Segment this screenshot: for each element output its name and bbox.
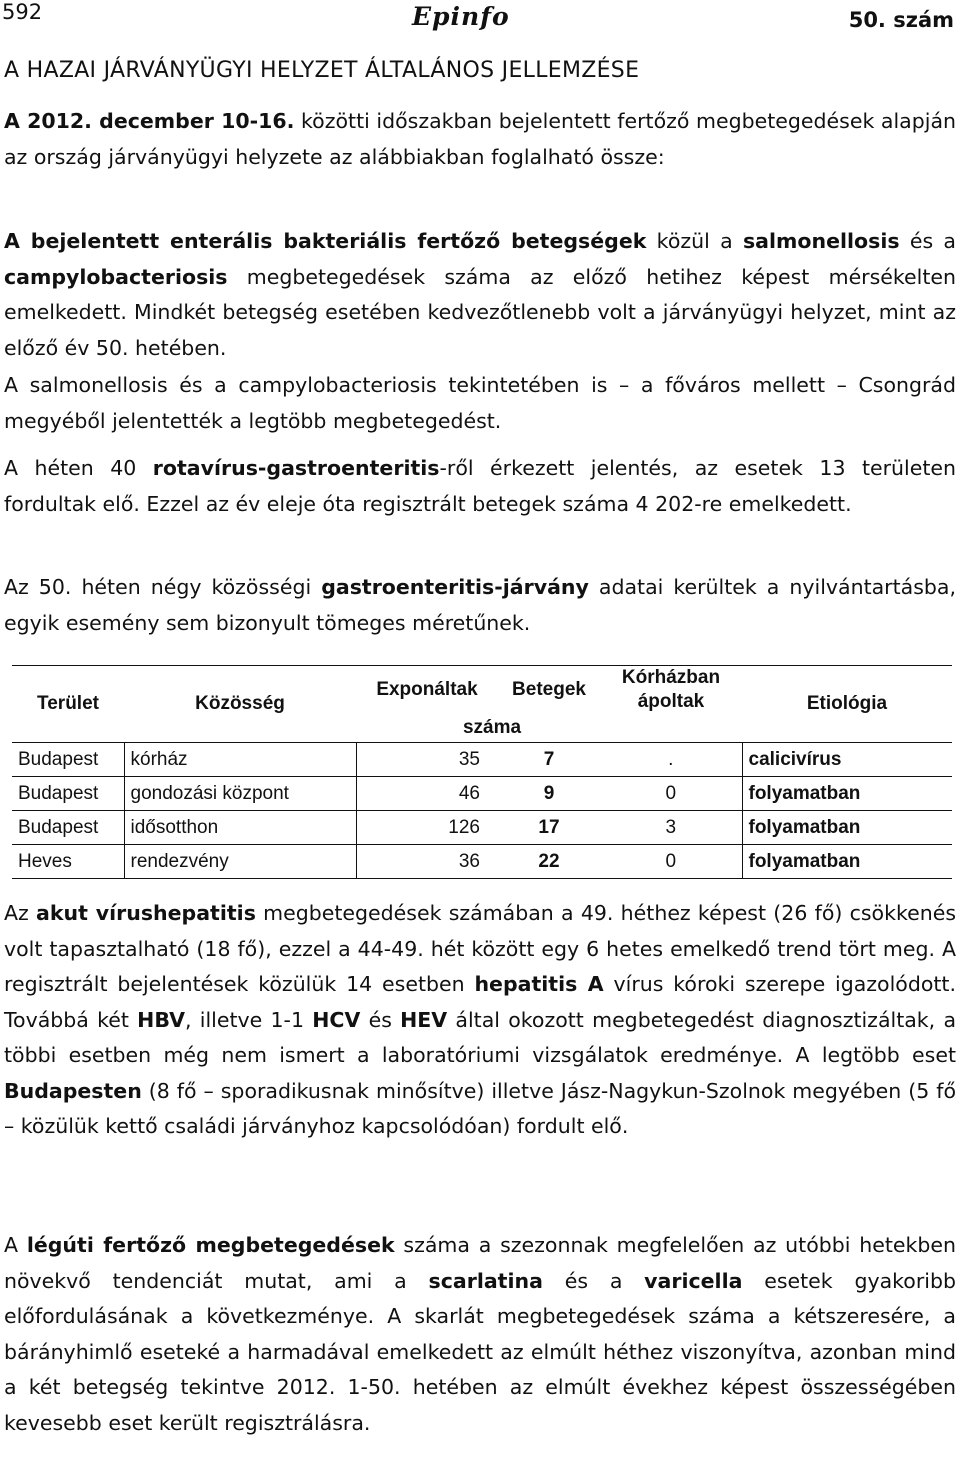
text: Az 50. héten négy közösségi [4, 575, 322, 599]
cell-terulet: Budapest [12, 777, 124, 811]
table-row [12, 777, 952, 811]
cell-betegek: 22 [498, 845, 600, 879]
table-row [12, 845, 952, 879]
cell-betegek: 9 [498, 777, 600, 811]
hepatitis-a-term: hepatitis A [474, 972, 604, 996]
cell-etiologia: folyamatban [742, 777, 952, 811]
cell-etiologia: calicivírus [742, 743, 952, 777]
text: vírus kóroki szerepe igazolódott. Továbbá két [4, 972, 956, 1032]
hev-term: HEV [400, 1007, 448, 1032]
cell-kozosseg: gondozási központ [124, 777, 356, 811]
cell-kozosseg: kórház [124, 743, 356, 777]
issue-number: 50. szám [848, 8, 954, 32]
hepatitis-paragraph [4, 896, 956, 1145]
table-header-row [12, 666, 952, 715]
budapest-term: Budapesten [4, 1078, 142, 1103]
cell-exponaltak: 35 [356, 743, 498, 777]
epinfo-logo: Epinfo [412, 2, 510, 31]
cell-etiologia: folyamatban [742, 811, 952, 845]
intro-date: A 2012. december 10-16. [4, 109, 295, 133]
outbreak-table [12, 665, 952, 879]
section-title: A HAZAI JÁRVÁNYÜGYI HELYZET ÁLTALÁNOS JELLEMZÉSE [4, 58, 640, 83]
cell-korhazban: 3 [600, 811, 742, 845]
header-betegek: Betegek [498, 666, 600, 715]
text: megbetegedések számában a 49. héthez képest (26 fő) csökkenés volt tapasztalható (18 fő), ezzel a 44-49. hét között egy 6 hetes emelkedő trend tört meg. A regisztrált bejelentések közülük 14 esetben [4, 901, 957, 996]
header-szama: száma [462, 717, 522, 738]
respiratory-term: légúti fertőző megbetegedések [26, 1233, 395, 1257]
text: és [360, 1007, 401, 1032]
intro-paragraph [4, 104, 956, 175]
text: száma a szezonnak megfelelően az utóbbi hetekben növekvő tendenciát mutat, ami a [4, 1233, 956, 1293]
enteric-heading: A bejelentett enterális bakteriális fertőző betegségek [4, 229, 647, 253]
intro-text: közötti időszakban bejelentett fertőző megbetegedések alapján az ország járványügyi helyzete az alábbiakban foglalható össze: [4, 109, 957, 169]
cell-etiologia: folyamatban [742, 845, 952, 879]
header-exponaltak: Exponáltak [356, 666, 498, 715]
text: Az [4, 901, 37, 925]
cell-betegek: 7 [498, 743, 600, 777]
cell-korhazban: 0 [600, 777, 742, 811]
gastroenteritis-term: gastroenteritis-járvány [321, 575, 589, 599]
outbreak-table-wrap [12, 665, 954, 879]
header-etiologia: Etiológia [742, 666, 952, 743]
text: , illetve 1-1 [185, 1007, 313, 1032]
cell-terulet: Budapest [12, 811, 124, 845]
outbreak-paragraph [4, 570, 956, 641]
campylobacteriosis-term: campylobacteriosis [4, 264, 228, 289]
hepatitis-term: akut vírushepatitis [36, 901, 256, 925]
text: A [4, 1233, 27, 1257]
text: esetek gyakoribb előfordulásának a következménye. A skarlát megbetegedések száma a kétszeresére, a bárányhimlő eseteké a harmadával emelkedett az elmúlt héthez viszonyítva, azonban mind a két betegség tekintve 2012. 1-50. hetében az elmúlt évekhez képest összességében kevesebb eset került regisztrálásra. [4, 1268, 957, 1435]
hbv-term: HBV [137, 1007, 185, 1032]
page-header [0, 0, 960, 40]
region-paragraph: A salmonellosis és a campylobacteriosis tekintetében is – a főváros mellett – Csongrád megyéből jelentették a legtöbb megbetegedést. [4, 373, 956, 433]
text: és a [899, 229, 956, 253]
text: megbetegedések száma az előző hetihez képest mérsékelten emelkedett. Mindkét betegség esetében kedvezőtlenebb volt a járványügyi helyzet, mint az előző év 50. hetében. [4, 264, 956, 360]
text: (8 fő – sporadikusnak minősítve) illetve Jász-Nagykun-Szolnok megyében (5 fő – közülük kettő családi járványhoz kapcsolódóan) fordult elő. [4, 1078, 956, 1138]
header-terulet: Terület [12, 666, 124, 743]
varicella-term: varicella [644, 1268, 743, 1293]
text: adatai kerültek a nyilvántartásba, egyik esemény sem bizonyult tömeges méretűnek. [4, 575, 956, 635]
salmonellosis-term: salmonellosis [742, 229, 900, 253]
cell-kozosseg: rendezvény [124, 845, 356, 879]
table-row [12, 811, 952, 845]
cell-exponaltak: 126 [356, 811, 498, 845]
text: és a [542, 1268, 645, 1293]
cell-terulet: Budapest [12, 743, 124, 777]
table-row [12, 743, 952, 777]
text: A héten 40 [4, 456, 153, 480]
rotavirus-term: rotavírus-gastroenteritis [152, 456, 440, 480]
text: közül a [646, 229, 743, 253]
text: által okozott megbetegedést diagnosztizáltak, a többi esetben még nem ismert a laboratóriumi vizsgálatok eredménye. A legtöbb eset [4, 1007, 957, 1067]
cell-betegek: 17 [498, 811, 600, 845]
enteric-paragraph [4, 224, 956, 366]
cell-exponaltak: 46 [356, 777, 498, 811]
page-number: 592 [2, 0, 43, 24]
cell-exponaltak: 36 [356, 845, 498, 879]
cell-korhazban: . [600, 743, 742, 777]
header-kozosseg: Közösség [124, 666, 356, 743]
respiratory-paragraph [4, 1228, 956, 1441]
table-body [12, 743, 952, 879]
hcv-term: HCV [312, 1007, 361, 1032]
cell-kozosseg: idősotthon [124, 811, 356, 845]
cell-korhazban: 0 [600, 845, 742, 879]
rotavirus-paragraph [4, 451, 956, 522]
header-korhazban: Kórházban ápoltak [600, 666, 742, 715]
text: -ről érkezett jelentés, az esetek 13 területen fordultak elő. Ezzel az év eleje óta regisztrált betegek száma 4 202-re emelkedett. [4, 456, 956, 516]
cell-terulet: Heves [12, 845, 124, 879]
scarlatina-term: scarlatina [428, 1268, 543, 1293]
